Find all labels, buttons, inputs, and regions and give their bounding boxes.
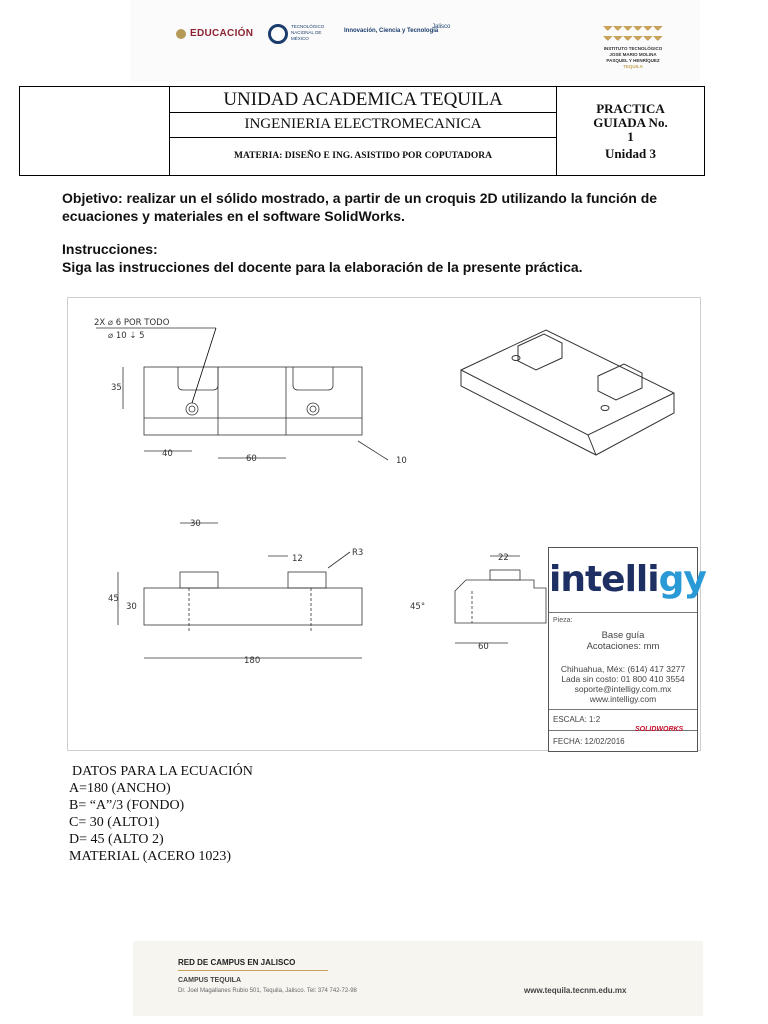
tb-contact-4: www.intelligy.com [589, 694, 657, 704]
datos-line-d: D= 45 (ALTO 2) [69, 832, 164, 847]
datos-block [69, 763, 253, 865]
header-carrera: INGENIERIA ELECTROMECANICA [170, 113, 557, 137]
tb-part-name [549, 630, 697, 652]
top-view-block-right [293, 367, 333, 390]
intelligy-logo-b: gy [658, 559, 706, 600]
itt-logo [583, 26, 683, 70]
dim-30b: 30 [126, 602, 137, 612]
header-practica: PRACTICA [596, 100, 665, 116]
side-view-boss [490, 570, 520, 580]
footer-web[interactable]: www.tequila.tecnm.edu.mx [524, 986, 627, 995]
mexico-seal-icon [176, 29, 186, 39]
header-practica-cell [557, 87, 705, 176]
front-view-base [144, 588, 362, 625]
iso-block-left [518, 334, 562, 370]
ict-logo-text: Innovación, Ciencia y Tecnología [344, 28, 439, 34]
itt-line-4: TEQUILA [623, 64, 643, 69]
hole-note-2: ⌀ 10 ⇣ 5 [108, 331, 145, 341]
datos-line-c: C= 30 (ALTO1) [69, 815, 160, 830]
iso-hole-right-icon [601, 406, 609, 411]
front-view [118, 523, 362, 658]
instructions-title: Instrucciones: [62, 241, 158, 257]
dim-60b: 60 [478, 642, 489, 652]
tb-pieza-label: Pieza: [553, 617, 573, 624]
tb-divider-2 [549, 709, 697, 710]
dim10-leader [358, 441, 388, 460]
front-view-boss-left [180, 572, 218, 588]
datos-line-material: MATERIAL (ACERO 1023) [69, 849, 232, 864]
itt-line-3: PASQUEL Y HENRÍQUEZ [606, 58, 660, 63]
side-view-body [455, 580, 546, 623]
dim-r3: R3 [352, 548, 364, 558]
dim-30: 30 [190, 519, 201, 529]
hole-left-inner-icon [189, 406, 195, 412]
datos-line-a: A=180 (ANCHO) [69, 781, 171, 796]
tb-contact-2: Lada sin costo: 01 800 410 3554 [561, 674, 685, 684]
footer-campus: CAMPUS TEQUILA [178, 977, 241, 984]
dim-45: 45 [108, 594, 119, 604]
header-guiada: GUIADA No. [593, 114, 668, 130]
dim-22: 22 [498, 553, 509, 563]
instructions-block [62, 240, 702, 276]
tb-divider-1 [549, 612, 697, 613]
hole-note-1: 2X ⌀ 6 POR TODO [94, 318, 170, 328]
tb-contact [549, 664, 697, 704]
side-view [455, 556, 546, 643]
dim-35: 35 [111, 383, 122, 393]
footer-red: RED DE CAMPUS EN JALISCO [178, 958, 296, 967]
intelligy-logo [549, 548, 706, 612]
r3-leader [328, 552, 350, 568]
dim-180: 180 [244, 656, 261, 666]
iso-hole-left-icon [512, 356, 520, 361]
sep-logo: EDUCACIÓN [190, 28, 254, 39]
header-empty-cell [20, 87, 170, 176]
hole-right-inner-icon [310, 406, 316, 412]
title-block [548, 547, 706, 752]
tb-part-name-2: Acotaciones: mm [586, 641, 660, 652]
hole-leader [192, 328, 216, 403]
tb-date: FECHA: 12/02/2016 [553, 737, 625, 746]
tecnm-logo [268, 24, 330, 50]
intelligy-logo-a: intelli [549, 559, 659, 600]
dim-60: 60 [246, 454, 257, 464]
instructions-text: Siga las instrucciones del docente para la elaboración de la presente práctica. [62, 259, 583, 275]
tb-contact-1: Chihuahua, Méx: (614) 417 3277 [560, 664, 686, 674]
dim-40: 40 [162, 449, 173, 459]
header-unidad-num: Unidad 3 [605, 145, 656, 161]
datos-line-b: B= “A”/3 (FONDO) [69, 798, 185, 813]
dim-10: 10 [396, 456, 407, 466]
header-materia: MATERIA: DISEÑO E ING. ASISTIDO POR COPUTADORA [170, 137, 557, 175]
iso-base [461, 330, 674, 455]
iso-block-right [598, 364, 642, 400]
datos-title: DATOS PARA LA ECUACIÓN [72, 764, 253, 779]
top-view-outline [144, 367, 362, 435]
jalisco-logo-text: Jalisco [432, 24, 451, 30]
tb-contact-3: soporte@intelligy.com.mx [574, 684, 672, 694]
jalisco-logo [432, 24, 450, 30]
ict-logo [344, 28, 438, 35]
tecnm-logo-text: TECNOLÓGICO NACIONAL DE MÉXICO [291, 24, 325, 41]
top-view [96, 328, 388, 460]
dim-12: 12 [292, 554, 303, 564]
tecnm-gear-icon [268, 24, 288, 44]
itt-line-1: INSTITUTO TECNOLÓGICO [603, 46, 663, 51]
itt-line-2: JOSÉ MARIO MOLINA [609, 52, 657, 57]
dim-45deg: 45° [410, 602, 426, 612]
footer-divider [178, 970, 328, 971]
hole-right-icon [307, 403, 319, 415]
tb-scale: ESCALA: 1:2 [553, 715, 601, 724]
objective-text: Objetivo: realizar un el sólido mostrado, a partir de un croquis 2D utilizando la función de ecuaciones y materiales en el software SolidWorks. [62, 190, 658, 224]
tb-part-name-1: Base guía [601, 630, 645, 641]
hole-left-icon [186, 403, 198, 415]
header-numero: 1 [627, 128, 634, 144]
header-unidad: UNIDAD ACADEMICA TEQUILA [170, 87, 557, 113]
solidworks-logo: SOLIDWORKS [635, 726, 684, 733]
footer-address: Dr. Joel Magallanes Rubio 501, Tequila, Jalisco. Tel: 374 742-72-98 [178, 988, 357, 994]
top-view-block-left [178, 367, 218, 390]
itt-roof-icon [603, 26, 663, 44]
isometric-view [461, 330, 674, 455]
header-table [19, 86, 705, 176]
front-view-boss-right [288, 572, 326, 588]
